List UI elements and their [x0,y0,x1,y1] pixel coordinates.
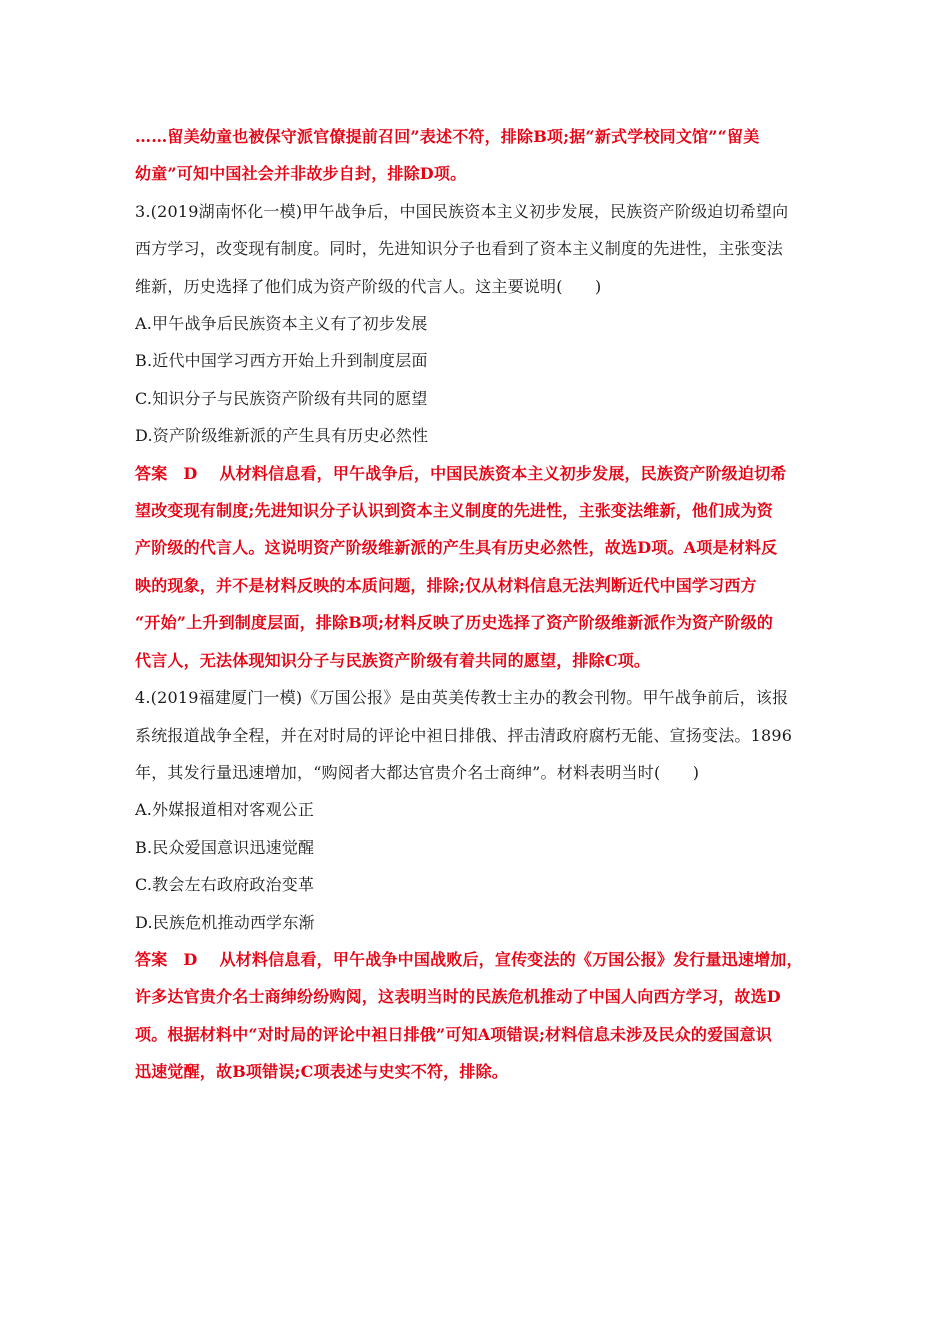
answer-first-line [135,941,815,978]
question-stem-line: 3.(2019湖南怀化一模)甲午战争后，中国民族资本主义初步发展，民族资产阶级迫切希望向 [135,201,789,221]
answer-text: 从材料信息看，甲午战争中国战败后，宣传变法的《万国公报》发行量迅速增加， [219,949,803,969]
option-b: B.近代中国学习西方开始上升到制度层面 [135,351,428,371]
answer-line: 许多达官贵介名士商绅纷纷购阅，这表明当时的民族危机推动了中国人向西方学习，故选D [135,987,781,1007]
answer-line: 映的现象，并不是材料反映的本质问题，排除;仅从材料信息无法判断近代中国学习西方 [135,575,757,595]
question-stem-line: 西方学习，改变现有制度。同时，先进知识分子也看到了资本主义制度的先进性，主张变法 [135,239,784,259]
answer-line: 代言人，无法体现知识分子与民族资产阶级有着共同的愿望，排除C项。 [135,650,651,670]
answer-label: 答案 [135,463,168,483]
question-4 [135,679,815,1090]
answer-line: ……留美幼童也被保守派官僚提前召回”表述不符，排除B项;据“新式学校同文馆”“留美 [135,127,760,146]
answer-line: 迅速觉醒，故B项错误;C项表述与史实不符，排除。 [135,1062,508,1082]
option-d: D.资产阶级维新派的产生具有历史必然性 [135,426,429,446]
answer-text: 从材料信息看，甲午战争后，中国民族资本主义初步发展，民族资产阶级迫切希 [219,463,787,483]
answer-line: “开始”上升到制度层面，排除B项;材料反映了历史选择了资产阶级维新派作为资产阶级的 [135,613,774,633]
option-b: B.民众爱国意识迅速觉醒 [135,837,315,857]
answer-letter: D [183,949,198,969]
page-content [135,118,815,1091]
answer-line: 产阶级的代言人。这说明资产阶级维新派的产生具有历史必然性，故选D项。A项是材料反 [135,538,778,558]
answer-line: 项。根据材料中“对时局的评论中袒日排俄”可知A项错误;材料信息未涉及民众的爱国意识 [135,1024,772,1044]
answer-line: 望改变现有制度;先进知识分子认识到资本主义制度的先进性，主张变法维新，他们成为资 [135,501,773,521]
answer-letter: D [183,463,198,483]
option-c: C.教会左右政府政治变革 [135,875,315,895]
question-3 [135,193,815,679]
answer-first-line [135,455,815,492]
answer-label: 答案 [135,949,168,969]
option-d: D.民族危机推动西学东渐 [135,912,315,932]
question-stem-line: 系统报道战争全程，并在对时局的评论中袒日排俄、抨击清政府腐朽无能、宣扬变法。1896 [135,725,793,745]
question-stem-line: 4.(2019福建厦门一模)《万国公报》是由英美传教士主办的教会刊物。甲午战争前后，该报 [135,688,789,708]
question-stem-line: 维新，历史选择了他们成为资产阶级的代言人。这主要说明( ) [135,276,602,296]
option-a: A.甲午战争后民族资本主义有了初步发展 [135,314,428,334]
option-c: C.知识分子与民族资产阶级有共同的愿望 [135,388,428,408]
answer-line: 幼童”可知中国社会并非故步自封，排除D项。 [135,164,467,184]
continued-answer [135,118,815,193]
option-a: A.外媒报道相对客观公正 [135,800,315,820]
question-stem-line: 年，其发行量迅速增加，“购阅者大都达官贵介名士商绅”。材料表明当时( ) [135,762,700,782]
